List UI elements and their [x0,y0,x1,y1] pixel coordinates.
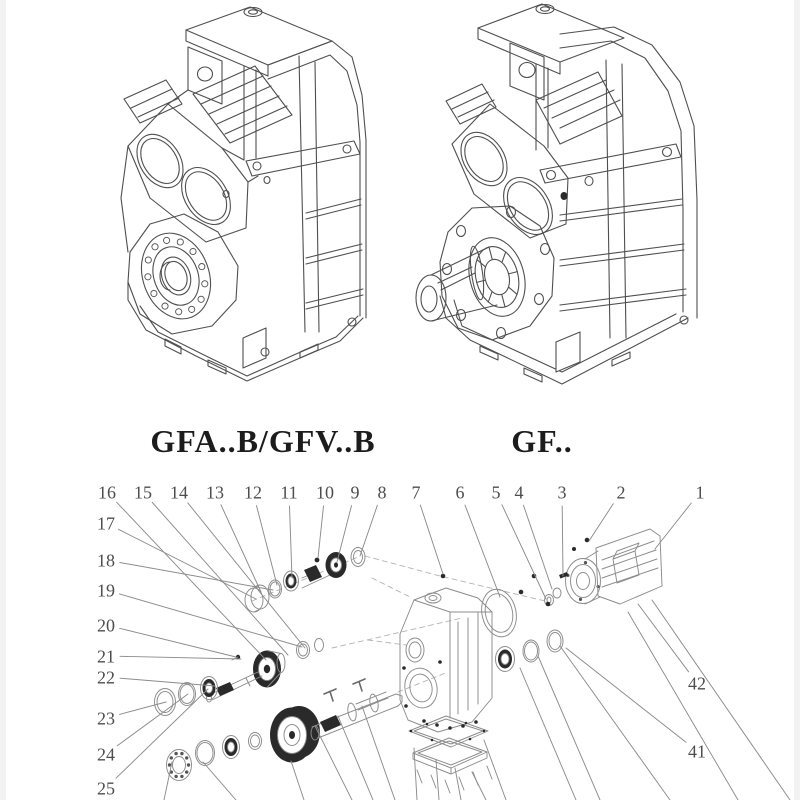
fins-small [446,84,496,124]
leader-line-17 [119,529,257,599]
o-ring [547,630,563,652]
leader-line-7 [420,505,443,574]
bore-face [128,104,248,242]
gear-bore-2 [172,159,241,234]
leader-line-11 [290,506,293,578]
fins-small [124,80,182,123]
t-key-1 [324,689,336,701]
callout-23: 23 [97,708,115,729]
callout-4: 4 [514,482,524,503]
terminal-box [613,543,639,583]
leader-line-13 [221,505,261,592]
callout-1: 1 [695,482,705,503]
callout-17: 17 [97,513,115,534]
callout-12: 12 [244,482,262,503]
leader-line-24 [117,694,188,746]
callout-6: 6 [455,482,465,503]
strap [540,144,681,183]
callout-14: 14 [170,482,188,503]
callout-42: 42 [688,673,706,694]
bottom-leader-5 [338,716,373,800]
callout-41: 41 [688,741,706,762]
bottom-leader-10 [472,772,486,800]
bottom-leader-13 [538,656,600,800]
t-key-2 [353,679,365,691]
bottom-leader-2 [203,762,236,800]
bottom-leader-7 [414,748,417,800]
leader-line-12 [257,506,278,585]
callout-11: 11 [280,482,298,503]
callout-10: 10 [316,482,334,503]
figure-caption-right: GF.. [511,423,573,459]
leader-line-15 [152,503,288,656]
key [559,572,569,579]
callout-2: 2 [616,482,626,503]
bottom-leader-15 [628,612,738,800]
bottom-leader-9 [455,768,461,800]
housing [400,588,492,732]
fins-large [193,66,292,143]
leader-line-3 [562,506,563,576]
page-edge-left [0,0,6,800]
fins-large [536,72,622,144]
leader-line-1 [655,503,691,549]
bottom-leader-12 [520,668,576,800]
leader-line-16 [117,502,266,660]
callout-7: 7 [411,482,421,503]
callout-3: 3 [557,482,567,503]
leader-line-42 [638,604,689,672]
leader-line-9 [337,506,352,562]
leader-line-8 [360,505,377,556]
leader-line-20 [120,628,236,657]
strap [246,141,360,176]
callout-20: 20 [97,615,115,636]
bottom-leader-14 [560,646,670,800]
mount-tab [188,47,222,104]
leader-line-25 [116,689,208,778]
intermediate-shaft-parts [155,639,324,716]
bottom-leader-8 [436,760,439,800]
bottom-leader-16 [652,600,790,800]
motor [566,529,663,604]
page-edge-right [794,0,800,800]
callout-25: 25 [97,778,115,799]
callout-18: 18 [97,550,115,571]
leader-line-22 [120,678,215,686]
input-shaft-parts [245,548,365,613]
exploded-view [97,482,790,800]
snap-ring [523,640,539,662]
gearbox-drawing-right [416,4,697,384]
callout-layer [97,482,790,800]
output-boss [128,214,238,334]
bearing [496,647,515,672]
mount-hole [519,63,535,78]
leader-line-21 [120,656,241,659]
output-flange [440,206,554,340]
figure-caption-left: GFA..B/GFV..B [150,423,376,459]
leader-line-2 [589,504,613,541]
leader-line-10 [318,506,324,558]
callout-24: 24 [97,744,115,765]
callout-9: 9 [350,482,360,503]
bottom-leader-3 [291,761,304,800]
callout-21: 21 [97,646,115,667]
gearbox-drawing-left [121,7,366,381]
callout-22: 22 [97,667,115,688]
callout-16: 16 [98,482,116,503]
mount-tab [510,43,544,100]
callout-5: 5 [491,482,501,503]
bottom-leader-11 [484,740,506,800]
leader-line-4 [524,505,553,589]
callout-8: 8 [377,482,387,503]
callout-19: 19 [97,580,115,601]
mount-hole [198,67,213,81]
callout-15: 15 [134,482,152,503]
flange-bolts [566,561,599,601]
callout-13: 13 [206,482,224,503]
leader-line-41 [566,648,686,742]
